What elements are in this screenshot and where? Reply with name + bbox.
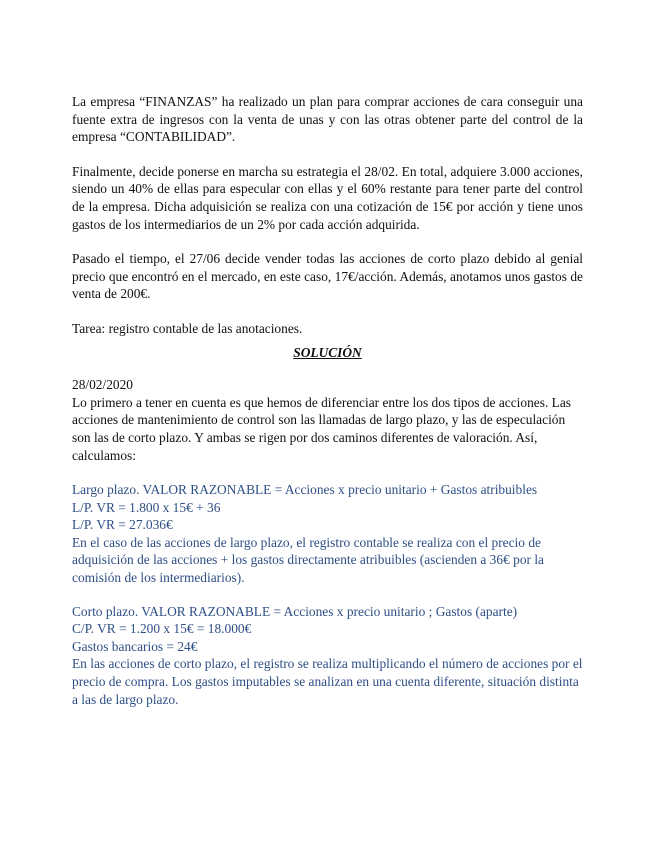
short-term-formula: Corto plazo. VALOR RAZONABLE = Acciones x precio unitario ; Gastos (aparte) — [72, 603, 518, 619]
short-term-calc-1: C/P. VR = 1.200 x 15€ = 18.000€ — [72, 621, 252, 637]
long-term-explanation: En el caso de las acciones de largo plazo, el registro contable se realiza con el precio de adquisición de las acciones + los gastos directamente atribuibles (ascienden a 36€ por la comisión de los intermediarios). — [72, 534, 544, 586]
problem-paragraph-3: Pasado el tiempo, el 27/06 decide vender todas las acciones de corto plazo debido al genial precio que encontró en el mercado, en este caso, 17€/acción. Además, anotamos unos gastos de venta de 200€. — [72, 251, 583, 302]
problem-paragraph-1: La empresa “FINANZAS” ha realizado un plan para comprar acciones de cara conseguir una fuente extra de ingresos con la venta de unas y con las otras obtener parte del control de la empresa “CONTABILIDAD”. — [72, 94, 583, 145]
solution-intro: Lo primero a tener en cuenta es que hemos de diferenciar entre los dos tipos de acciones. Las acciones de mantenimiento de control son las llamadas de largo plazo, y las de especulación son las de corto plazo. Y ambas se rigen por dos caminos diferentes de valoración. Así, calculamos: — [72, 394, 571, 463]
long-term-formula: Largo plazo. VALOR RAZONABLE = Acciones x precio unitario + Gastos atribuibles — [72, 482, 538, 498]
task-statement: Tarea: registro contable de las anotaciones. — [72, 320, 303, 336]
long-term-calc-1: L/P. VR = 1.800 x 15€ + 36 — [72, 499, 221, 515]
long-term-calc-2: L/P. VR = 27.036€ — [72, 517, 173, 533]
solution-heading: SOLUCIÓN — [293, 344, 362, 360]
short-term-explanation: En las acciones de corto plazo, el registro se realiza multiplicando el número de acciones por el precio de compra. Los gastos imputables se analizan en una cuenta diferente, situación distinta a las de largo plazo. — [72, 656, 583, 707]
problem-paragraph-2: Finalmente, decide ponerse en marcha su estrategia el 28/02. En total, adquiere 3.000 acciones, siendo un 40% de ellas para especular con ellas y el 60% restante para tener parte del control de la empresa. Dicha adquisición se realiza con una cotización de 15€ por acción y tiene unos gastos de los intermediarios de un 2% por cada acción adquirida. — [72, 163, 583, 232]
short-term-calc-2: Gastos bancarios = 24€ — [72, 638, 198, 654]
solution-date: 28/02/2020 — [72, 377, 134, 393]
document-body — [72, 93, 583, 708]
